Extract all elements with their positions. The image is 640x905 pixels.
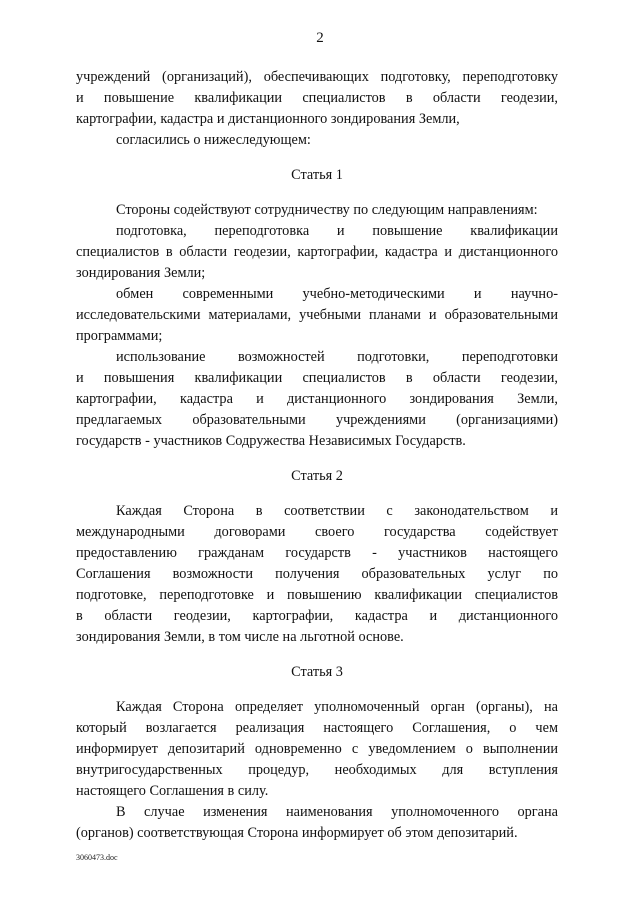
article-1-heading: Статья 1: [291, 167, 343, 183]
article-2-line: зондирования Земли, в том числе на льготной основе.: [76, 629, 404, 645]
page-number: 2: [316, 30, 324, 46]
intro-line: и повышение квалификации специалистов в области геодезии,: [76, 90, 558, 106]
article-3-line: настоящего Соглашения в силу.: [76, 783, 269, 799]
article-1-line: исследовательскими материалами, учебными планами и образовательными: [76, 307, 558, 323]
article-3-line: В случае изменения наименования уполномоченного органа: [116, 804, 558, 820]
article-1-line: зондирования Земли;: [76, 265, 206, 281]
article-1-line: государств - участников Содружества Независимых Государств.: [76, 433, 466, 449]
article-3-heading: Статья 3: [291, 664, 343, 680]
article-1-line: Стороны содействуют сотрудничеству по следующим направлениям:: [116, 202, 538, 218]
footer-file-code: 3060473.doc: [76, 853, 118, 862]
intro-agreed: согласились о нижеследующем:: [116, 132, 311, 148]
article-2-line: Соглашения возможности получения образовательных услуг по: [76, 566, 558, 582]
article-2-heading: Статья 2: [291, 468, 343, 484]
article-1-line: и повышения квалификации специалистов в области геодезии,: [76, 370, 558, 386]
article-1-line: программами;: [76, 328, 163, 344]
article-1-line: предлагаемых образовательными учреждениями (организациями): [76, 412, 558, 428]
article-2-line: подготовке, переподготовке и повышению квалификации специалистов: [76, 587, 558, 603]
article-3-line: который возлагается реализация настоящего Соглашения, о чем: [76, 720, 558, 736]
article-3-line: Каждая Сторона определяет уполномоченный орган (органы), на: [116, 699, 558, 715]
article-2-line: предоставлению гражданам государств - участников настоящего: [76, 545, 558, 561]
article-2-line: в области геодезии, картографии, кадастра и дистанционного: [76, 608, 558, 624]
article-3-line: (органов) соответствующая Сторона информирует об этом депозитарий.: [76, 825, 518, 841]
article-2-line: Каждая Сторона в соответствии с законодательством и: [116, 503, 558, 519]
article-3-line: информирует депозитарий одновременно с уведомлением о выполнении: [76, 741, 558, 757]
article-3-line: внутригосударственных процедур, необходимых для вступления: [76, 762, 558, 778]
document-body: [76, 67, 558, 844]
article-1-line: использование возможностей подготовки, переподготовки: [116, 349, 558, 365]
article-2-line: международными договорами своего государства содействует: [76, 524, 558, 540]
article-1-line: специалистов в области геодезии, картографии, кадастра и дистанционного: [76, 244, 558, 260]
article-1-line: обмен современными учебно-методическими и научно-: [116, 286, 558, 302]
intro-line: учреждений (организаций), обеспечивающих подготовку, переподготовку: [76, 69, 558, 85]
article-1-line: подготовка, переподготовка и повышение квалификации: [116, 223, 558, 239]
intro-line: картографии, кадастра и дистанционного зондирования Земли,: [76, 111, 460, 127]
article-1-line: картографии, кадастра и дистанционного зондирования Земли,: [76, 391, 558, 407]
